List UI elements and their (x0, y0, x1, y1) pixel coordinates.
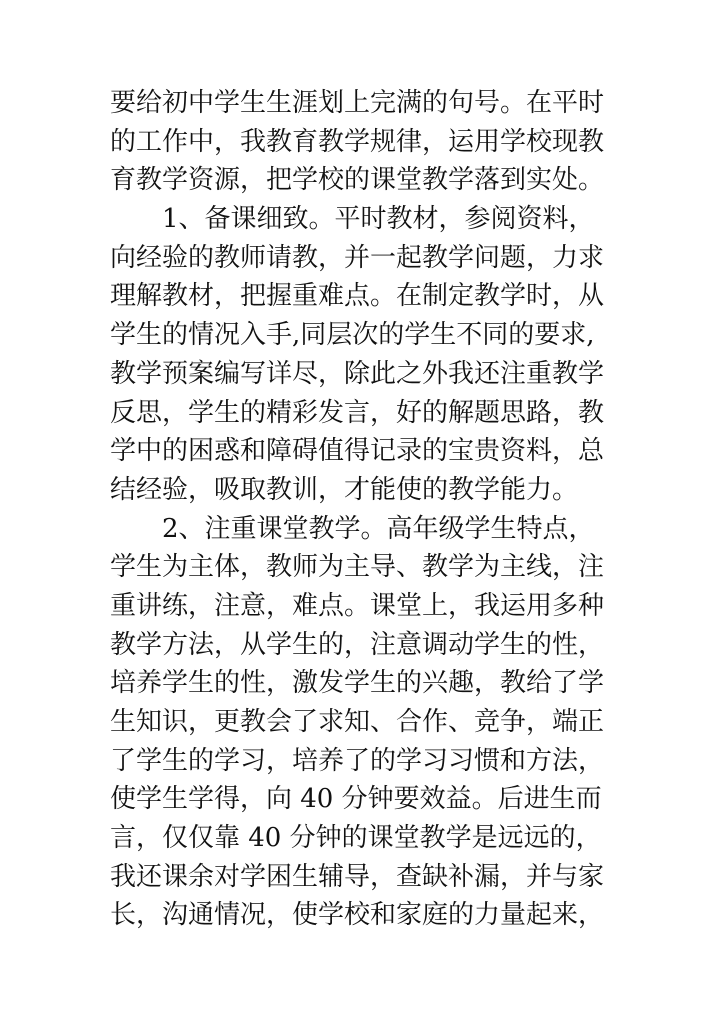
text-line: 了学生的学习，培养了的学习习惯和方法， (110, 745, 605, 776)
text-line: 育教学资源，把学校的课堂教学落到实处。 (110, 165, 605, 196)
text-line: 向经验的教师请教，并一起教学问题，力求 (110, 242, 605, 273)
text-line: 我还课余对学困生辅导，查缺补漏，并与家 (110, 861, 605, 892)
text-line: 理解教材，把握重难点。在制定教学时，从 (110, 281, 605, 312)
body-text (110, 84, 630, 935)
text-line: 言，仅仅靠 40 分钟的课堂教学是远远的， (110, 823, 602, 854)
text-line: 学生为主体，教师为主导、教学为主线，注 (110, 552, 605, 583)
text-line: 要给初中学生生涯划上完满的句号。在平时 (110, 88, 605, 118)
text-line: 培养学生的性，激发学生的兴趣，教给了学 (110, 668, 605, 699)
text-line: 学中的困惑和障碍值得记录的宝贵资料，总 (110, 436, 605, 467)
text-line: 教学预案编写详尽，除此之外我还注重教学 (110, 358, 605, 389)
text-line: 教学方法，从学生的，注意调动学生的性， (110, 629, 605, 660)
paragraph-2-heading-line: 2、注重课堂教学。高年级学生特点， (162, 513, 595, 544)
text-line: 反思，学生的精彩发言，好的解题思路，教 (110, 397, 605, 428)
text-line: 生知识，更教会了求知、合作、竞争，端正 (110, 707, 605, 737)
text-line: 结经验，吸取教训，才能使的教学能力。 (110, 474, 579, 505)
text-line: 使学生学得，向 40 分钟要效益。后进生而 (110, 784, 602, 815)
text-line: 学生的情况入手,同层次的学生不同的要求, (110, 320, 595, 351)
text-line: 重讲练，注意，难点。课堂上，我运用多种 (110, 590, 605, 621)
text-line: 的工作中，我教育教学规律，运用学校现教 (110, 126, 605, 157)
paragraph-1-heading-line: 1、备课细致。平时教材，参阅资料， (162, 204, 595, 235)
text-line: 长，沟通情况，使学校和家庭的力量起来， (110, 900, 605, 931)
